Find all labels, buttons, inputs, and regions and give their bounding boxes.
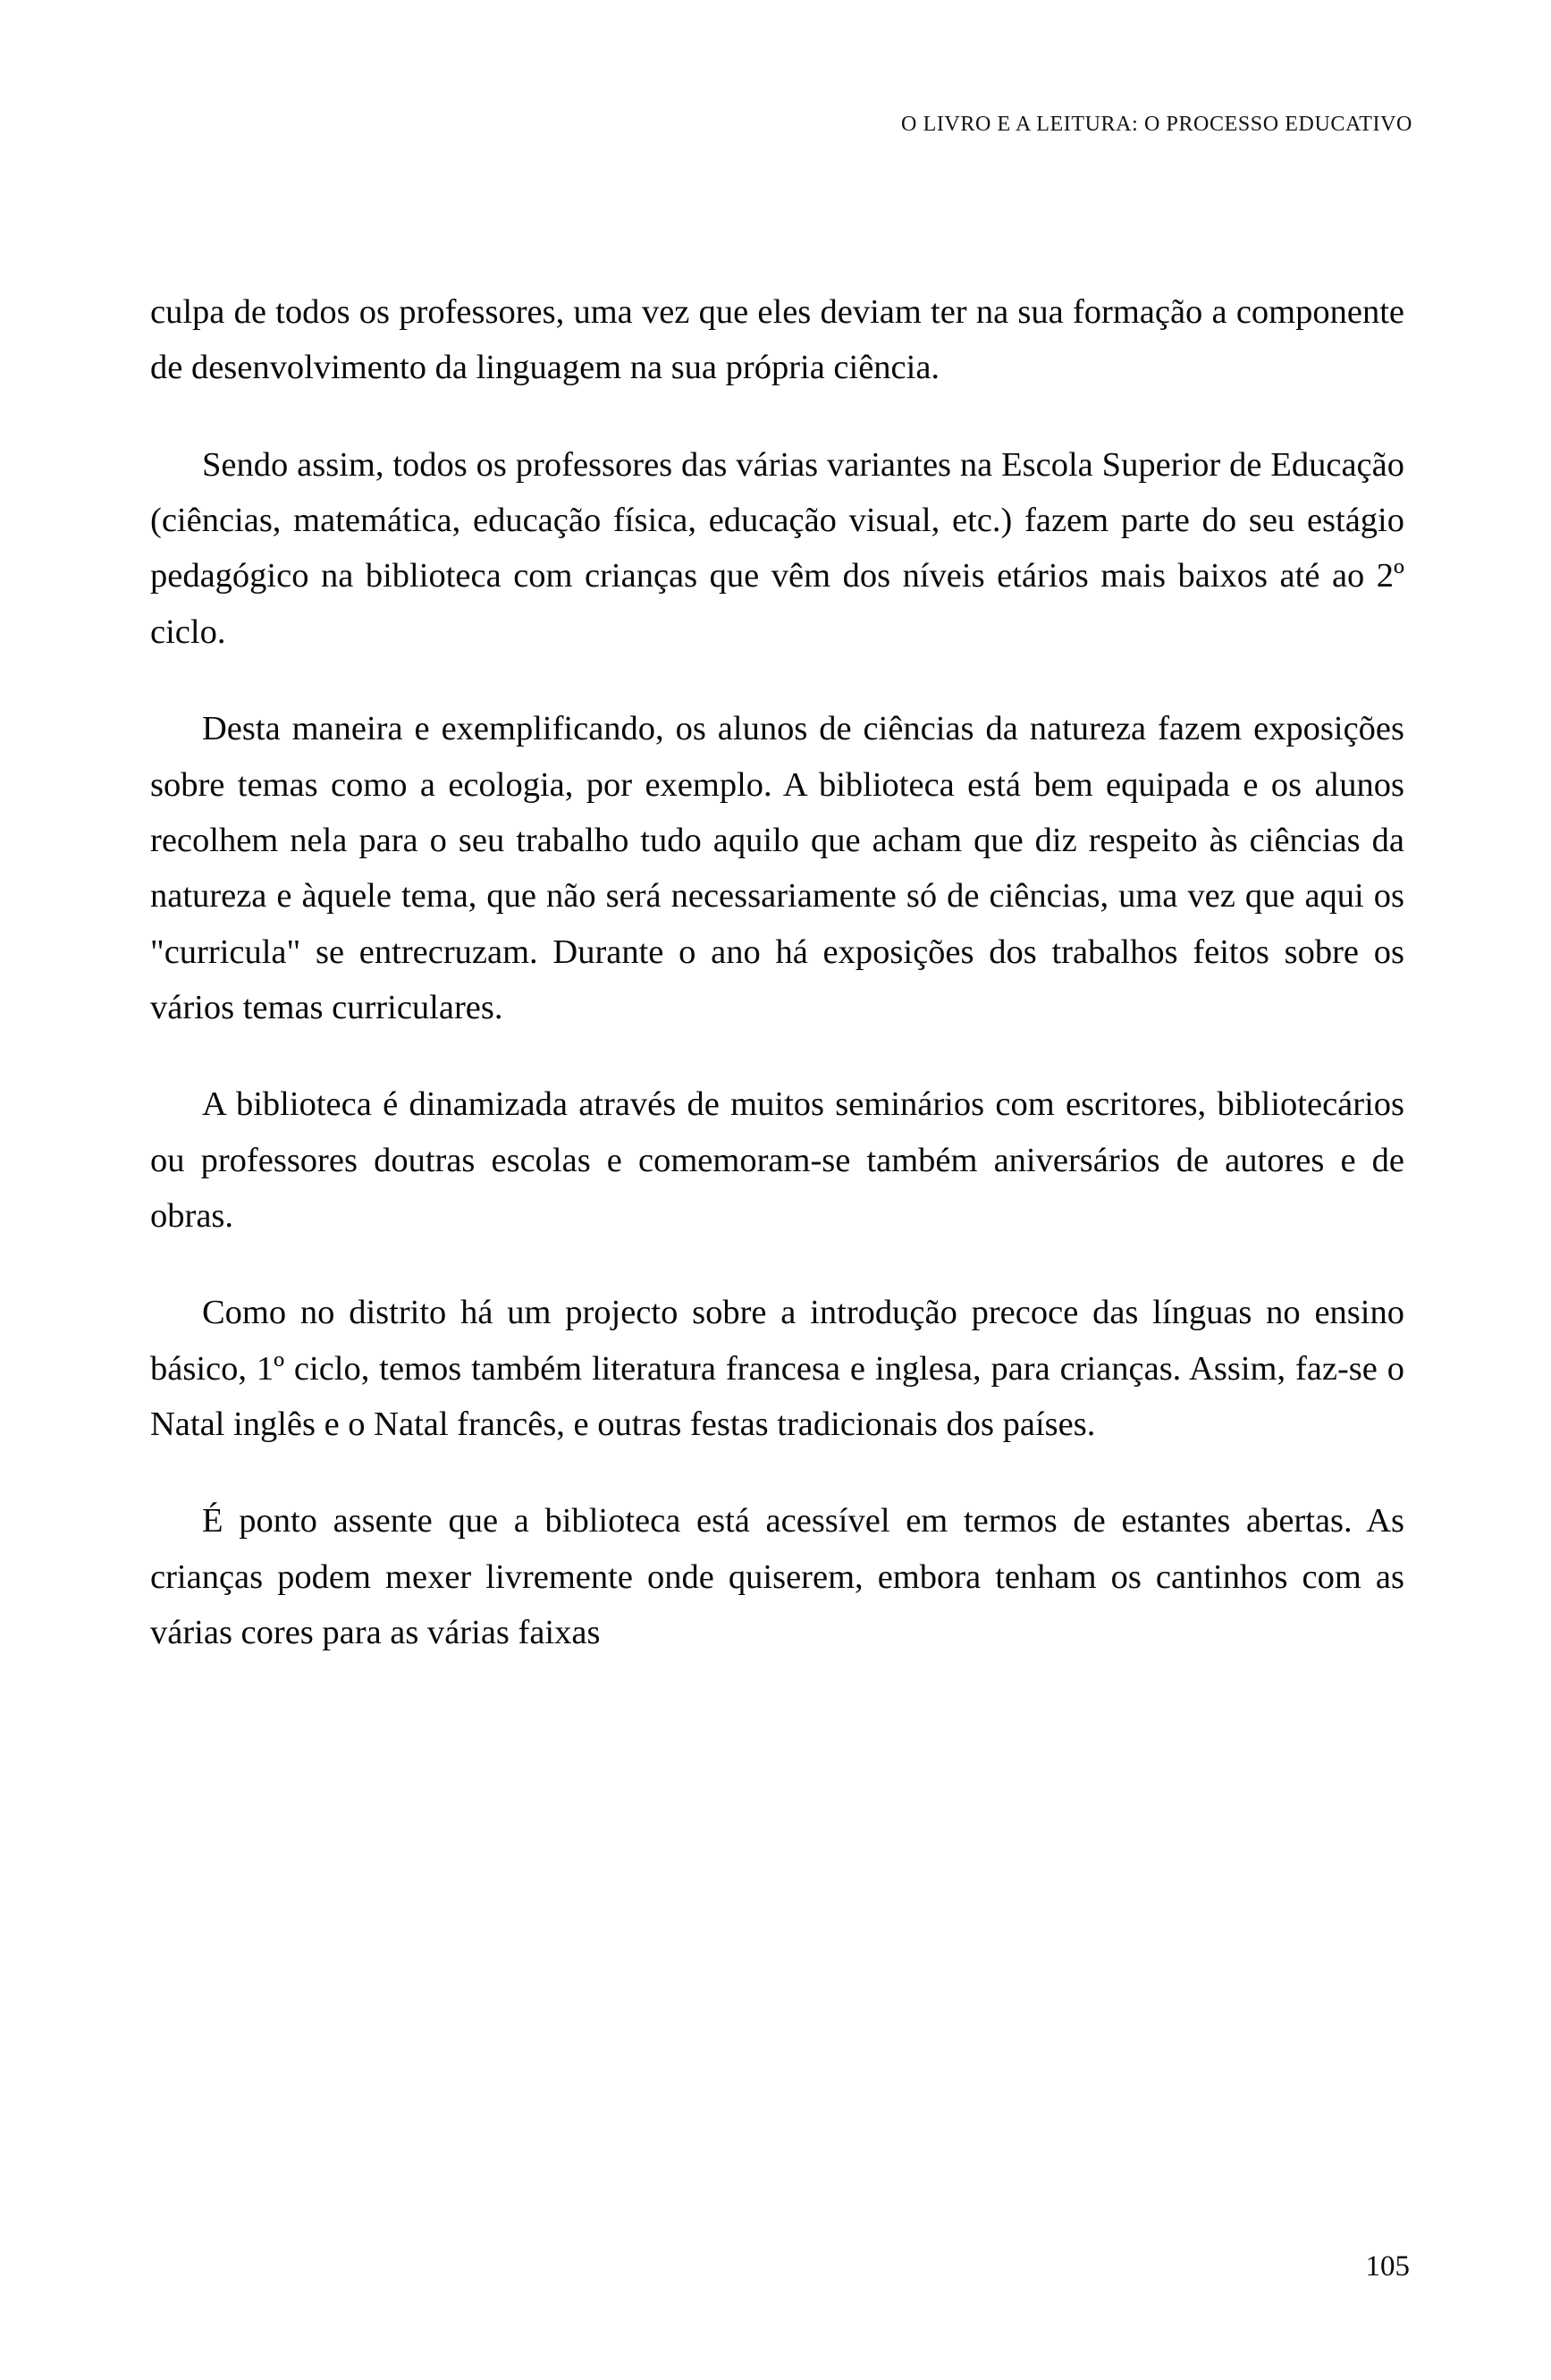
body-text <box>150 284 1404 1661</box>
paragraph: A biblioteca é dinamizada através de muitos seminários com escritores, bibliotecários ou professores doutras escolas e comemoram-se também aniversários de autores e de obras. <box>150 1085 1404 1236</box>
paragraph: Desta maneira e exemplificando, os alunos de ciências da natureza fazem exposições sobre temas como a ecologia, por exemplo. A biblioteca está bem equipada e os alunos recolhem nela para o seu trabalho tudo aquilo que acham que diz respeito às ciências da natureza e àquele tema, que não será necessariamente só de ciências, uma vez que aqui os "curricula" se entrecruzam. Durante o ano há exposições dos trabalhos feitos sobre os vários temas curriculares. <box>150 710 1404 1026</box>
paragraph: Como no distrito há um projecto sobre a introdução precoce das línguas no ensino básico, 1º ciclo, temos também literatura francesa e inglesa, para crianças. Assim, faz-se o Natal inglês e o Natal francês, e outras festas tradicionais dos países. <box>150 1294 1404 1444</box>
paragraph: É ponto assente que a biblioteca está acessível em termos de estantes abertas. As crianças podem mexer livremente onde quiserem, embora tenham os cantinhos com as várias cores para as várias faixas <box>150 1502 1404 1652</box>
paragraph: culpa de todos os professores, uma vez que eles deviam ter na sua formação a componente de desenvolvimento da linguagem na sua própria ciência. <box>150 293 1404 387</box>
page-number: 105 <box>1365 2250 1410 2283</box>
running-head: O LIVRO E A LEITURA: O PROCESSO EDUCATIVO <box>901 113 1412 136</box>
paragraph: Sendo assim, todos os professores das várias variantes na Escola Superior de Educação (ciências, matemática, educação física, educação visual, etc.) fazem parte do seu estágio pedagógico na biblioteca com crianças que vêm dos níveis etários mais baixos até ao 2º ciclo. <box>150 445 1404 651</box>
